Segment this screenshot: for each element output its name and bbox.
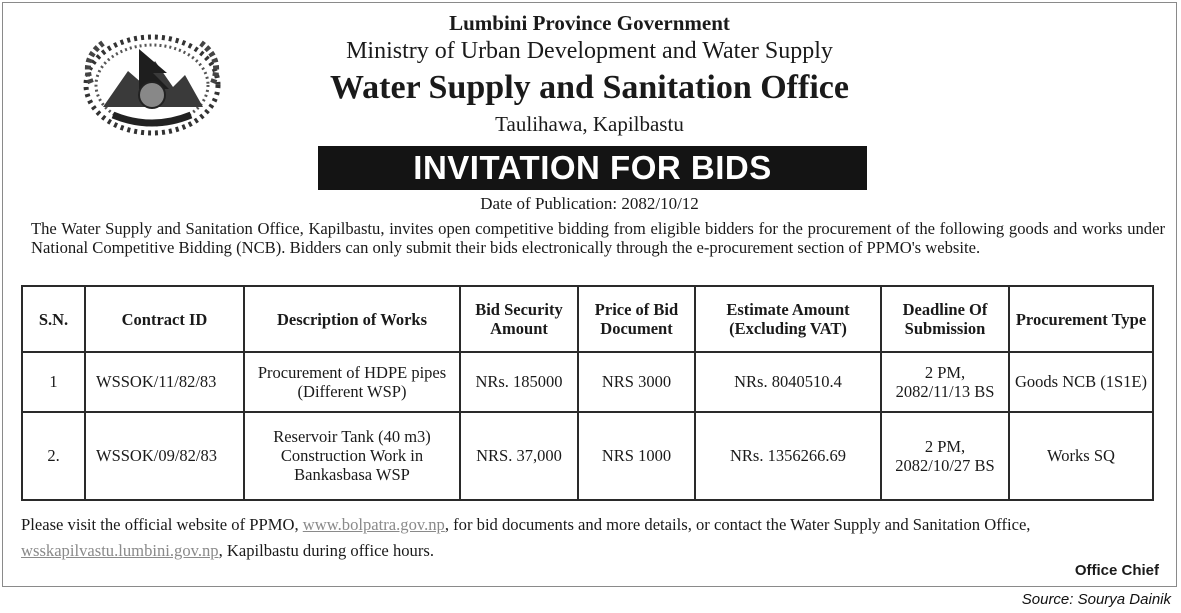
source-credit: Source: Sourya Dainik (1021, 591, 1171, 608)
cell-price: NRS 3000 (578, 352, 695, 412)
office-website-link[interactable]: wsskapilvastu.lumbini.gov.np (21, 541, 219, 560)
bids-table (21, 285, 1154, 501)
cell-description: Reservoir Tank (40 m3) Construction Work in Bankasbasa WSP (244, 412, 460, 500)
contact-text-3: , Kapilbastu during office hours. (218, 541, 434, 560)
contact-text-1: Please visit the official website of PPMO, (21, 515, 303, 534)
header-sn: S.N. (22, 286, 85, 352)
header-description: Description of Works (244, 286, 460, 352)
cell-contract-id: WSSOK/09/82/83 (85, 412, 244, 500)
ministry-name: Ministry of Urban Development and Water Supply (346, 38, 833, 64)
header-price: Price of Bid Document (578, 286, 695, 352)
table-row (22, 352, 1153, 412)
contact-paragraph (21, 512, 1167, 564)
bolpatra-link[interactable]: www.bolpatra.gov.np (302, 515, 445, 534)
cell-bid-security: NRs. 185000 (460, 352, 578, 412)
publication-date: Date of Publication: 2082/10/12 (480, 194, 699, 213)
cell-procurement-type: Goods NCB (1S1E) (1009, 352, 1153, 412)
table-header-row (22, 286, 1153, 352)
office-location: Taulihawa, Kapilbastu (495, 112, 684, 136)
signatory: Office Chief (1074, 562, 1159, 579)
invitation-banner: INVITATION FOR BIDS (318, 146, 867, 190)
cell-price: NRS 1000 (578, 412, 695, 500)
cell-contract-id: WSSOK/11/82/83 (85, 352, 244, 412)
header-procurement-type: Procurement Type (1009, 286, 1153, 352)
cell-estimate: NRs. 8040510.4 (695, 352, 881, 412)
notice-page (2, 2, 1177, 587)
cell-sn: 1 (22, 352, 85, 412)
cell-sn: 2. (22, 412, 85, 500)
contact-text-2: , for bid documents and more details, or contact the Water Supply and Sanitation Office, (444, 515, 1031, 534)
table-row (22, 412, 1153, 500)
cell-estimate: NRs. 1356266.69 (695, 412, 881, 500)
government-name: Lumbini Province Government (449, 11, 730, 35)
intro-paragraph: The Water Supply and Sanitation Office, Kapilbastu, invites open competitive bidding from eligible bidders for the procurement of the following goods and works under National Competitive Bidding (NCB). Bidders can only submit their bids electronically through the e-procurement section of PPMO's website. (31, 219, 1165, 257)
header-estimate: Estimate Amount (Excluding VAT) (695, 286, 881, 352)
header-contract-id: Contract ID (85, 286, 244, 352)
header-bid-security: Bid Security Amount (460, 286, 578, 352)
cell-deadline: 2 PM, 2082/11/13 BS (881, 352, 1009, 412)
cell-deadline: 2 PM, 2082/10/27 BS (881, 412, 1009, 500)
cell-procurement-type: Works SQ (1009, 412, 1153, 500)
cell-bid-security: NRS. 37,000 (460, 412, 578, 500)
header-deadline: Deadline Of Submission (881, 286, 1009, 352)
office-name: Water Supply and Sanitation Office (330, 69, 849, 106)
cell-description: Procurement of HDPE pipes (Different WSP) (244, 352, 460, 412)
